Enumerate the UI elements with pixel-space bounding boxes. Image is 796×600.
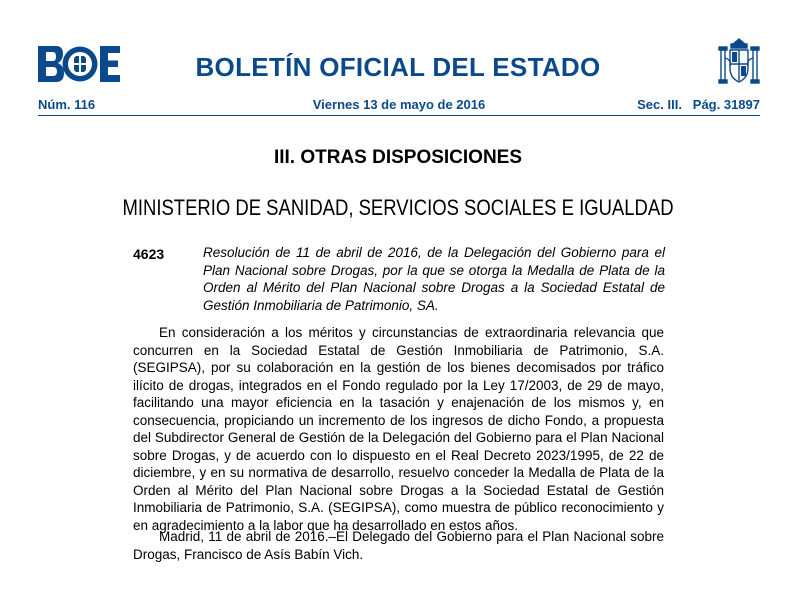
body-paragraph: En consideración a los méritos y circunstancias de extraordinaria relevancia que concurren en la Sociedad Estatal de Gestión Inmobiliaria de Patrimonio, S.A. (SEGIPSA), por su colaboración en la gestión de los bienes decomisados por tráfico ilícito de drogas, integrados en el Fondo regulado por la Ley 17/2003, de 29 de mayo, facilitando una mayor eficiencia en la tasación y enajenación de los mismos y, en consecuencia, propiciando un incremento de los ingresos de dicho Fondo, a propuesta del Subdirector General de Gestión de la Delegación del Gobierno para el Plan Nacional sobre Drogas, y de acuerdo con lo dispuesto en el Real Decreto 2023/1995, de 22 de diciembre, y en su normativa de desarrollo, resuelvo conceder la Medalla de Plata de la Orden al Mérito del Plan Nacional sobre Drogas a la Sociedad Estatal de Gestión Inmobiliaria de Patrimonio, S.A. (SEGIPSA), como muestra de público reconocimiento y en agradecimiento a la labor que ha desarrollado en estos años. <box>133 325 664 533</box>
section-page: Sec. III. Pág. 31897 <box>637 97 760 112</box>
signature-paragraph: Madrid, 11 de abril de 2016.–El Delegado del Gobierno para el Plan Nacional sobre Drogas, Francisco de Asís Babín Vich. <box>133 529 664 562</box>
ministry-heading: MINISTERIO DE SANIDAD, SERVICIOS SOCIALES E IGUALDAD <box>122 195 674 220</box>
coat-of-arms-icon <box>718 38 760 88</box>
issue-date: Viernes 13 de mayo de 2016 <box>312 97 486 112</box>
header-divider <box>38 115 760 116</box>
issue-number: Núm. 116 <box>38 97 96 112</box>
section-title: III. OTRAS DISPOSICIONES <box>273 147 523 168</box>
entry-title: Resolución de 11 de abril de 2016, de la Delegación del Gobierno para el Plan Nacional sobre Drogas, por la que se otorga la Medalla de Plata de la Orden al Mérito del Plan Nacional sobre Drogas a la Sociedad Estatal de Gestión Inmobiliaria de Patrimonio, SA. <box>203 245 665 313</box>
gazette-title: BOLETÍN OFICIAL DEL ESTADO <box>195 52 601 82</box>
entry-number: 4623 <box>133 246 165 262</box>
